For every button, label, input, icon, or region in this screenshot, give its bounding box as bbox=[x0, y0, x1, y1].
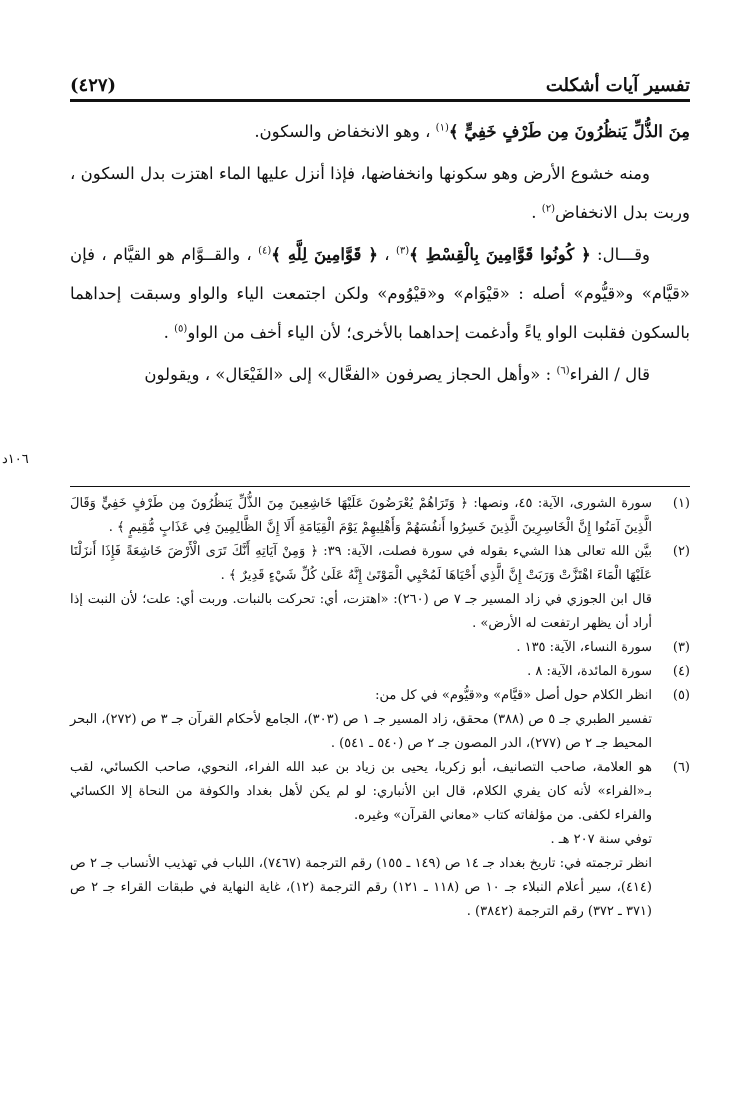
book-title: تفسير آيات أشكلت bbox=[545, 75, 690, 96]
header-rule bbox=[70, 99, 690, 102]
paragraph-text: ، والقــوَّام هو القيَّام ، فإن «قيَّام» و«قيُّوم» أصله : «قيْوَام» و«قيْوُوم» ولكن اجتمعت الياء والواو وسبقت إحداهما بالسكون فقلبت الواو ياءً وأدغمت إحداهما بالأخرى؛ لأن الياء أخف من الواو bbox=[70, 245, 690, 342]
footnote-number: (٢) bbox=[672, 544, 690, 559]
footnote-text: انظر ترجمته في: تاريخ بغداد جـ ١٤ ص (١٤٩ ـ ١٥٥) رقم الترجمة (٧٤٦٧)، اللباب في تهذيب الأنساب جـ ٢ ص (٤١٤)، سير أعلام النبلاء جـ ١٠ ص (١١٨ ـ ١٢١) رقم الترجمة (١٢)، غاية النهاية في طبقات القراء جـ ٢ ص (٣٧١ ـ ٣٧٢) رقم الترجمة (٣٨٤٢) . bbox=[70, 856, 653, 919]
paragraph-tail: . bbox=[531, 203, 542, 222]
footnote-5 bbox=[70, 684, 690, 756]
footnote-6 bbox=[70, 756, 690, 924]
footnote-ref: (٦) bbox=[556, 365, 570, 377]
footnote-number: (٣) bbox=[672, 640, 690, 655]
footnote-ref: (٥) bbox=[174, 323, 188, 335]
paragraph-4 bbox=[70, 355, 690, 394]
footnote-number: (٤) bbox=[672, 664, 690, 679]
footnote-text: سورة الشورى، الآية: ٤٥، ونصها: ﴿ وَتَرَاهُمْ يُعْرَضُونَ عَلَيْهَا خَاشِعِينَ مِنَ الذُّلِّ يَنظُرُونَ مِن طَرْفٍ خَفِيٍّ وَقَالَ الَّذِينَ آمَنُوا إِنَّ الْخَاسِرِينَ الَّذِينَ خَسِرُوا أَنفُسَهُمْ وَأَهْلِيهِمْ يَوْمَ الْقِيَامَةِ أَلَا إِنَّ الظَّالِمِينَ فِي عَذَابٍ مُّقِيمٍ ﴾ . bbox=[70, 496, 653, 535]
footnote-text: تفسير الطبري جـ ٥ ص (٣٨٨) محقق، زاد المسير جـ ١ ص (٣٠٣)، الجامع لأحكام القرآن جـ ٣ ص (٢٧٢)، البحر المحيط جـ ٢ ص (٢٧٧)، الدر المصون جـ ٢ ص (٥٤٠ ـ ٥٤١) . bbox=[70, 712, 652, 751]
paragraph-1 bbox=[70, 112, 690, 151]
quran-verse: ﴿ كُونُوا قَوَّامِينَ بِالْقِسْطِ ﴾ bbox=[409, 245, 591, 264]
quran-verse: ﴿ قَوَّامِينَ لِلَّهِ ﴾ bbox=[271, 245, 378, 264]
footnote-number: (١) bbox=[672, 496, 690, 511]
footnote-1 bbox=[70, 492, 690, 540]
manuscript-margin-ref: ١٠٦د bbox=[2, 452, 29, 467]
footnote-ref: (٤) bbox=[258, 245, 272, 257]
footnote-text: انظر الكلام حول أصل «قيَّام» و«قيُّوم» في كل من: bbox=[375, 688, 652, 703]
page-number: (٤٢٧) bbox=[70, 75, 117, 96]
footnote-text: سورة المائدة، الآية: ٨ . bbox=[527, 664, 652, 679]
paragraph-3 bbox=[70, 235, 690, 352]
paragraph-text: قال / الفراء bbox=[569, 365, 650, 384]
footnote-text: هو العلامة، صاحب التصانيف، أبو زكريا، يحيى بن زياد بن عبد الله الفراء، النحوي، صاحب الكسائي، لقب بـ«الفراء» لأنه كان يفري الكلام، قال ابن الأنباري: لو لم يكن لأهل بغداد والكوفة من النحاة إلا الكسائي والفراء لكفى. من مؤلفاته كتاب «معاني القرآن» وغيره. bbox=[70, 760, 652, 823]
footnote-ref: (٢) bbox=[541, 203, 555, 215]
footnote-number: (٦) bbox=[672, 760, 690, 775]
paragraph-text: ومنه خشوع الأرض وهو سكونها وانخفاضها، فإذا أنزل عليها الماء اهتزت بدل السكون ، وربت بدل الانخفاض bbox=[70, 164, 690, 222]
footnotes bbox=[70, 492, 690, 924]
footnote-ref: (١) bbox=[435, 122, 449, 134]
paragraph-2 bbox=[70, 154, 690, 232]
paragraph-text: ، وهو الانخفاض والسكون. bbox=[254, 122, 436, 141]
footnote-text: توفي سنة ٢٠٧ هـ . bbox=[550, 832, 652, 847]
footnote-text: قال ابن الجوزي في زاد المسير جـ ٧ ص (٢٦٠): «اهتزت، أي: تحركت بالنبات. وربت أي: علت؛ لأن النبت إذا أراد أن يظهر ارتفعت له الأرض» . bbox=[70, 592, 652, 631]
paragraph-tail: . bbox=[163, 323, 175, 342]
paragraph-lead: وقـــال: bbox=[590, 245, 650, 264]
footnote-number: (٥) bbox=[672, 688, 690, 703]
footnote-text: سورة النساء، الآية: ١٣٥ . bbox=[516, 640, 652, 655]
separator: ، bbox=[377, 245, 396, 264]
footnote-ref: (٣) bbox=[395, 245, 410, 257]
footnote-3 bbox=[70, 636, 690, 660]
footnote-text: بيَّن الله تعالى هذا الشيء بقوله في سورة فصلت، الآية: ٣٩: ﴿ وَمِنْ آيَاتِهِ أَنَّكَ تَرَى الْأَرْضَ خَاشِعَةً فَإِذَا أَنزَلْنَا عَلَيْهَا الْمَاءَ اهْتَزَّتْ وَرَبَتْ إِنَّ الَّذِي أَحْيَاهَا لَمُحْيِي الْمَوْتَىٰ إِنَّهُ عَلَىٰ كُلِّ شَيْءٍ قَدِيرٌ ﴾ . bbox=[70, 544, 652, 583]
footnote-divider bbox=[70, 486, 690, 487]
main-text bbox=[70, 112, 690, 394]
footnote-2 bbox=[70, 540, 690, 636]
footnote-4 bbox=[70, 660, 690, 684]
paragraph-tail: : «وأهل الحجاز يصرفون «الفعَّال» إلى «الفَيْعَال» ، ويقولون bbox=[144, 365, 557, 384]
running-header bbox=[70, 68, 690, 96]
quran-verse: مِنَ الذُّلِّ يَنظُرُونَ مِن طَرْفٍ خَفِيٍّ ﴾ bbox=[448, 122, 690, 141]
